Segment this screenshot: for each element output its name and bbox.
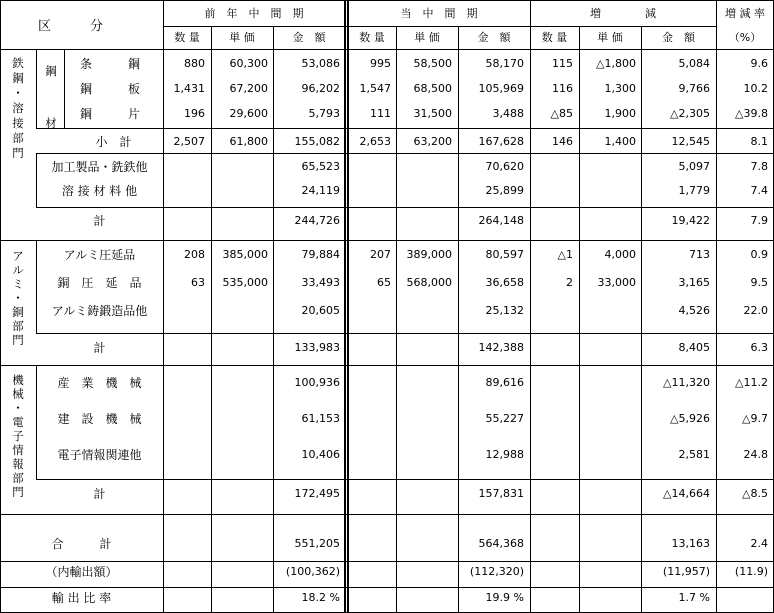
table-cell: 264,148: [478, 214, 524, 227]
table-cell: 19,422: [671, 214, 710, 227]
table-cell: 4,000: [604, 248, 636, 261]
table-cell: 36,658: [485, 276, 524, 289]
table-cell: △9.7: [742, 412, 768, 425]
table-cell: 6.3: [750, 341, 768, 354]
table-cell: 0.9: [750, 248, 768, 261]
category-steel-welding: 鉄 鋼 ・ 溶 接 部 門: [12, 56, 24, 160]
table-cell: 60,300: [229, 57, 268, 70]
table-cell: 100,936: [294, 376, 340, 389]
table-cell: 12,545: [671, 135, 710, 148]
row-label: 電子情報関連他: [57, 448, 142, 462]
table-cell: 4,526: [678, 304, 710, 317]
table-cell: 535,000: [222, 276, 268, 289]
table-cell: 7.4: [750, 184, 768, 197]
table-cell: 55,227: [485, 412, 524, 425]
table-cell: 58,500: [413, 57, 452, 70]
row-label: アルミ鋳鍛造品他: [51, 304, 148, 318]
row-label: （内輸出額）: [45, 565, 118, 579]
table-cell: 53,086: [301, 57, 340, 70]
subheader-cell: 数 量: [541, 31, 568, 44]
table-cell: 24.8: [743, 448, 768, 461]
table-cell: 22.0: [743, 304, 768, 317]
row-label: 鋼 片: [80, 107, 141, 121]
table-cell: △11,320: [663, 376, 710, 389]
table-cell: 68,500: [413, 82, 452, 95]
table-cell: 13,163: [671, 537, 710, 550]
table-cell: 713: [689, 248, 710, 261]
table-cell: 12,988: [485, 448, 524, 461]
table-cell: 880: [184, 57, 205, 70]
table-cell: 385,000: [222, 248, 268, 261]
table-cell: △5,926: [670, 412, 710, 425]
table-cell: 2: [566, 276, 573, 289]
category-steel-material: 鋼 材: [45, 64, 57, 130]
table-cell: 196: [184, 107, 205, 120]
table-cell: 2,507: [173, 135, 205, 148]
table-cell: 10,406: [301, 448, 340, 461]
table-cell: 9.6: [750, 57, 768, 70]
table-cell: 146: [552, 135, 573, 148]
table-cell: 33,493: [301, 276, 340, 289]
table-cell: 1,431: [173, 82, 205, 95]
table-cell: 3,488: [492, 107, 524, 120]
row-label: 産 業 機 械: [57, 376, 142, 390]
row-label: 輸 出 比 率: [51, 591, 112, 605]
row-label: 建 設 機 械: [57, 412, 142, 426]
subheader-cell: 金 額: [292, 31, 326, 44]
table-cell: (100,362): [285, 565, 340, 578]
table-cell: 89,616: [485, 376, 524, 389]
table-cell: 25,899: [485, 184, 524, 197]
table-cell: 3,165: [678, 276, 710, 289]
header-category: 区 分: [38, 19, 104, 34]
table-cell: 1,300: [604, 82, 636, 95]
table-cell: 8.1: [750, 135, 768, 148]
table-cell: 208: [184, 248, 205, 261]
table-cell: 96,202: [301, 82, 340, 95]
table-cell: 19.9 %: [485, 591, 524, 604]
table-cell: 1.7 %: [678, 591, 710, 604]
category-aluminum-copper: ア ル ミ ・ 銅 部 門: [12, 249, 24, 347]
row-label: 計: [93, 487, 106, 501]
table-cell: 25,132: [485, 304, 524, 317]
table-cell: 172,495: [294, 487, 340, 500]
table-cell: 157,831: [478, 487, 524, 500]
table-cell: 5,793: [308, 107, 340, 120]
table-cell: 70,620: [485, 160, 524, 173]
row-label: 加工製品・銑鉄他: [51, 160, 148, 174]
table-cell: △1,800: [596, 57, 636, 70]
row-label: 鋼 板: [80, 82, 141, 96]
table-cell: 9.5: [750, 276, 768, 289]
subheader-cell: 単 価: [414, 31, 440, 44]
table-cell: 5,097: [678, 160, 710, 173]
table-cell: △2,305: [670, 107, 710, 120]
table-cell: 80,597: [485, 248, 524, 261]
header-change: 増 減: [590, 7, 656, 20]
table-cell: △8.5: [742, 487, 768, 500]
table-cell: (11.9): [734, 565, 768, 578]
table-cell: 10.2: [743, 82, 768, 95]
table-cell: 24,119: [301, 184, 340, 197]
subheader-cell: 単 価: [229, 31, 255, 44]
table-cell: 61,800: [229, 135, 268, 148]
table-cell: 20,605: [301, 304, 340, 317]
subheader-cell: 数 量: [174, 31, 200, 44]
table-cell: 58,170: [485, 57, 524, 70]
row-label: アルミ圧延品: [63, 248, 136, 262]
table-cell: 67,200: [229, 82, 268, 95]
row-label: 合 計: [51, 537, 112, 551]
row-label: 計: [93, 341, 106, 355]
table-cell: 995: [370, 57, 391, 70]
table-cell: 1,400: [604, 135, 636, 148]
table-cell: 2.4: [750, 537, 768, 550]
table-cell: 111: [370, 107, 391, 120]
table-cell: 167,628: [478, 135, 524, 148]
table-cell: (11,957): [662, 565, 710, 578]
table-cell: △39.8: [735, 107, 768, 120]
header-current-period: 当 中 間 期: [400, 7, 478, 20]
table-cell: 18.2 %: [301, 591, 340, 604]
table-cell: 244,726: [294, 214, 340, 227]
row-label: 溶 接 材 料 他: [61, 184, 138, 198]
header-change-rate-unit: （%）: [728, 31, 762, 44]
table-cell: 155,082: [294, 135, 340, 148]
table-cell: 79,884: [301, 248, 340, 261]
table-cell: 65: [377, 276, 391, 289]
table-cell: △11.2: [735, 376, 768, 389]
row-label: 小 計: [95, 135, 132, 149]
row-label: 計: [93, 214, 106, 228]
table-cell: 5,084: [678, 57, 710, 70]
subheader-cell: 数 量: [359, 31, 385, 44]
header-change-rate: 増 減 率: [725, 7, 765, 20]
row-label: 銅 圧 延 品: [57, 276, 142, 290]
table-cell: 31,500: [413, 107, 452, 120]
table-cell: 116: [552, 82, 573, 95]
table-cell: △1: [557, 248, 573, 261]
table-cell: 63,200: [413, 135, 452, 148]
category-machinery-electronics: 機 械 ・ 電 子 情 報 部 門: [12, 373, 24, 499]
table-cell: 115: [552, 57, 573, 70]
table-cell: 63: [191, 276, 205, 289]
table-cell: 564,368: [478, 537, 524, 550]
table-cell: 8,405: [678, 341, 710, 354]
table-cell: 29,600: [229, 107, 268, 120]
table-cell: 65,523: [301, 160, 340, 173]
table-cell: 207: [370, 248, 391, 261]
table-cell: 105,969: [478, 82, 524, 95]
subheader-cell: 単 価: [597, 31, 623, 44]
table-cell: 1,779: [678, 184, 710, 197]
table-cell: (112,320): [469, 565, 524, 578]
table-cell: 7.9: [750, 214, 768, 227]
subheader-cell: 金 額: [662, 31, 695, 44]
table-cell: △85: [550, 107, 573, 120]
row-label: 条 鋼: [80, 57, 141, 71]
table-cell: 2,653: [359, 135, 391, 148]
header-prev-period: 前 年 中 間 期: [204, 7, 304, 20]
table-cell: △14,664: [663, 487, 710, 500]
table-cell: 551,205: [294, 537, 340, 550]
table-cell: 568,000: [406, 276, 452, 289]
table-cell: 133,983: [294, 341, 340, 354]
table-cell: 61,153: [301, 412, 340, 425]
table-cell: 7.8: [750, 160, 768, 173]
table-cell: 389,000: [406, 248, 452, 261]
table-cell: 9,766: [678, 82, 710, 95]
table-cell: 142,388: [478, 341, 524, 354]
subheader-cell: 金 額: [477, 31, 511, 44]
table-cell: 1,547: [359, 82, 391, 95]
table-cell: 33,000: [597, 276, 636, 289]
table-cell: 1,900: [604, 107, 636, 120]
table-cell: 2,581: [678, 448, 710, 461]
